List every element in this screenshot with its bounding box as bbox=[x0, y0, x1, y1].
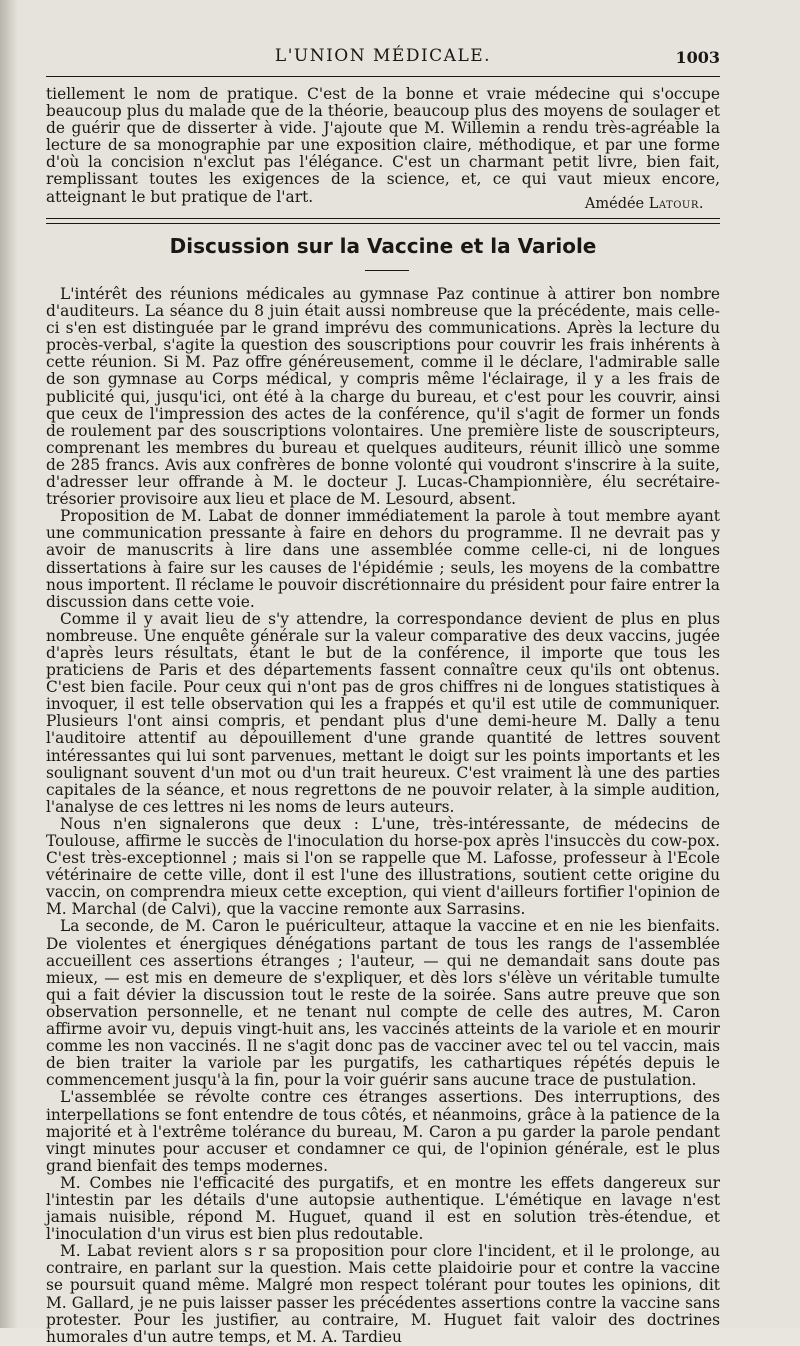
page-header bbox=[46, 46, 720, 72]
article-paragraph: M. Combes nie l'efficacité des purgatifs, et en montre les effets dangereux sur l'intestin par les détails d'une autopsie authentique. L'émétique en lavage n'est jamais nuisible, répond M. Huguet, quand il est en solution très-étendue, et l'inoculation d'un virus est bien plus redoutable. bbox=[46, 1173, 720, 1244]
page-number: 1003 bbox=[675, 48, 720, 67]
intro-text bbox=[46, 86, 720, 206]
article-body bbox=[46, 286, 720, 1346]
article-paragraph: L'intérêt des réunions médicales au gymnase Paz continue à attirer bon nombre d'auditeurs. La séance du 8 juin était aussi nombreuse que la précédente, mais celle-ci s'en est distinguée par le grand imprévu des communications. Après la lecture du procès-verbal, s'agite la question des souscriptions pour couvrir les frais inhérents à cette réunion. Si M. Paz offre généreusement, comme il le déclare, l'admirable salle de son gymnase au Corps médical, y compris même l'éclairage, il y a les frais de publicité qui, jusqu'ici, ont été à la charge du bureau, et c'est pour les couvrir, ainsi que ceux de l'impression des actes de la conférence, qu'il s'agit de former un fonds de roulement par des souscriptions volontaires. Une première liste de souscripteurs, comprenant les membres du bureau et quelques auditeurs, réunit illicò une somme de 285 francs. Avis aux confrères de bonne volonté qui voudront s'inscrire à la suite, d'adresser leur offrande à M. le docteur J. Lucas-Championnière, élu secrétaire-trésorier provisoire aux lieu et place de M. Lesourd, absent. bbox=[46, 285, 720, 509]
author-signature bbox=[585, 196, 704, 212]
signature-first-name: Amédée bbox=[584, 196, 645, 212]
article-title: Discussion sur la Vaccine et la Variole bbox=[169, 234, 597, 258]
article-paragraph: Comme il y avait lieu de s'y attendre, la correspondance devient de plus en plus nombreuse. Une enquête générale sur la valeur comparative des deux vaccins, jugée d'après leurs résultats, étant le but de la conférence, il importe que tous les praticiens de Paris et des départements fassent connaître ceux qu'ils ont obtenus. C'est bien facile. Pour ceux qui n'ont pas de gros chiffres ni de longues statistiques à invoquer, il est telle observation qui les a frappés et qu'il est utile de communiquer. Plusieurs l'ont ainsi compris, et pendant plus d'une demi-heure M. Dally a tenu l'auditoire attentif au dépouillement d'une grande quantité de lettres souvent intéressantes qui lui sont parvenues, mettant le doigt sur les points importants et les soulignant souvent d'un mot ou d'un trait heureux. C'est vraiment là une des parties capitales de la séance, et nous regrettons de ne pouvoir relater, à la simple audition, l'analyse de ces lettres ni les noms de leurs auteurs. bbox=[46, 609, 720, 816]
article-paragraph: L'assemblée se révolte contre ces étranges assertions. Des interruptions, des interpellations se font entendre de tous côtés, et néanmoins, grâce à la patience de la majorité et à l'extrême tolérance du bureau, M. Caron a pu garder la parole pendant vingt minutes pour accuser et condamner ce qui, de l'opinion générale, est le plus grand bienfait des temps modernes. bbox=[46, 1088, 720, 1175]
signature-last-name: Latour. bbox=[648, 196, 704, 212]
intro-paragraph: tiellement le nom de pratique. C'est de la bonne et vraie médecine qui s'occupe beaucoup plus du malade que de la théorie, beaucoup plus des moyens de soulager et de guérir que de disserter à vide. J'ajoute que M. Willemin a rendu très-agréable la lecture de sa monographie par une exposition claire, méthodique, et par une forme d'où la concision n'exclut pas l'élégance. C'est un charmant petit livre, bien fait, remplissant toutes les exigences de la science, et, ce qui vaut mieux encore, atteignant le but pratique de l'art. bbox=[46, 85, 720, 206]
header-rule bbox=[46, 76, 720, 77]
title-underline bbox=[365, 270, 409, 271]
article-paragraph: M. Labat revient alors s r sa proposition pour clore l'incident, et il le prolonge, au contraire, en parlant sur la question. Mais cette plaidoirie pour et contre la vaccine se poursuit quand même. Malgré mon respect tolérant pour toutes les opinions, dit M. Gallard, je ne puis laisser passer les précédentes assertions contre la vaccine sans protester. Pour les justifier, au contraire, M. Huguet fait valoir des doctrines humorales d'un autre temps, et M. A. Tardieu bbox=[46, 1242, 720, 1346]
article-paragraph: Nous n'en signalerons que deux : L'une, très-intéressante, de médecins de Toulouse, affirme le succès de l'inoculation du horse-pox après l'insuccès du cow-pox. C'est très-exceptionnel ; mais si l'on se rappelle que M. Lafosse, professeur à l'Ecole vétérinaire de cette ville, dont il est l'une des illustrations, soutient cette origine du vaccin, on comprendra mieux cette exception, qui vient d'ailleurs fortifier l'opinion de M. Marchal (de Calvi), que la vaccine remonte aux Sarrasins. bbox=[46, 814, 720, 919]
article-paragraph: La seconde, de M. Caron le puériculteur, attaque la vaccine et en nie les bienfaits. De violentes et énergiques dénégations partant de tous les rangs de l'assemblée accueillent ces assertions étranges ; l'auteur, — qui ne demandait sans doute pas mieux, — est mis en demeure de s'expliquer, et dès lors s'élève un véritable tumulte qui a fait dévier la discussion tout le reste de la soirée. Sans autre preuve que son observation personnelle, et ne tenant nul compte de celle des autres, M. Caron affirme avoir vu, depuis vingt-huit ans, les vaccinés atteints de la variole et en mourir comme les non vaccinés. Il ne s'agit donc pas de vacciner avec tel ou tel vaccin, mais de bien traiter la variole par les purgatifs, les cathartiques répétés depuis le commencement jusqu'à la fin, pour la voir guérir sans aucune trace de pustulation. bbox=[46, 917, 720, 1090]
page-shadow bbox=[0, 0, 18, 1328]
section-divider bbox=[46, 218, 720, 224]
journal-title: L'UNION MÉDICALE. bbox=[274, 46, 492, 66]
article-paragraph: Proposition de M. Labat de donner immédiatement la parole à tout membre ayant une communication pressante à faire en dehors du programme. Il ne devrait pas y avoir de manuscrits à lire dans une assemblée comme celle-ci, ni de longues dissertations à faire sur les causes de l'épidémie ; seuls, les moyens de la combattre nous importent. Il réclame le pouvoir discrétionnaire du président pour faire entrer la discussion dans cette voie. bbox=[46, 507, 720, 611]
